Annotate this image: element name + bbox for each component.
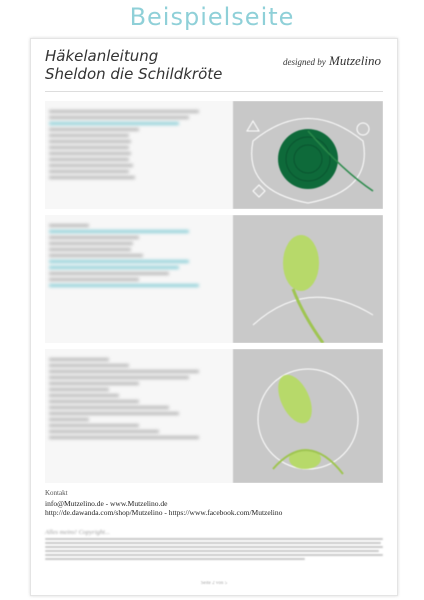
- contact-email-web[interactable]: info@Mutzelino.de - www.Mutzelino.de: [45, 498, 168, 508]
- banner-title: Beispielseite: [129, 3, 295, 31]
- contact-shop-links[interactable]: http://de.dawanda.com/shop/Mutzelino - https://www.facebook.com/Mutzelino: [45, 508, 283, 517]
- document-page: [30, 38, 398, 596]
- designed-by-label: designed by: [283, 57, 326, 67]
- legal-notice: [45, 529, 383, 562]
- legal-title: Alles meins! Copyright...: [45, 529, 110, 536]
- instruction-section-1: [45, 101, 383, 209]
- contact-label: Kontakt: [45, 489, 68, 497]
- contact-block: [45, 489, 282, 518]
- turtle-head-photo: [233, 215, 383, 343]
- blurred-text: [49, 221, 209, 290]
- document-title: [45, 47, 222, 83]
- instruction-section-2: [45, 215, 383, 343]
- blurred-text: [49, 107, 209, 182]
- blurred-text: [49, 355, 209, 442]
- designed-by: [283, 53, 381, 69]
- title-line-1: Häkelanleitung: [45, 47, 159, 65]
- turtle-legs-photo: [233, 349, 383, 483]
- brand-name: Mutzelino: [329, 53, 381, 68]
- page-banner: [0, 0, 424, 38]
- title-line-2: Sheldon die Schildkröte: [45, 65, 223, 83]
- turtle-body-photo: [233, 101, 383, 209]
- instruction-section-3: [45, 349, 383, 483]
- header-divider: [45, 91, 383, 92]
- page-number: Seite 2 von 5: [200, 581, 228, 586]
